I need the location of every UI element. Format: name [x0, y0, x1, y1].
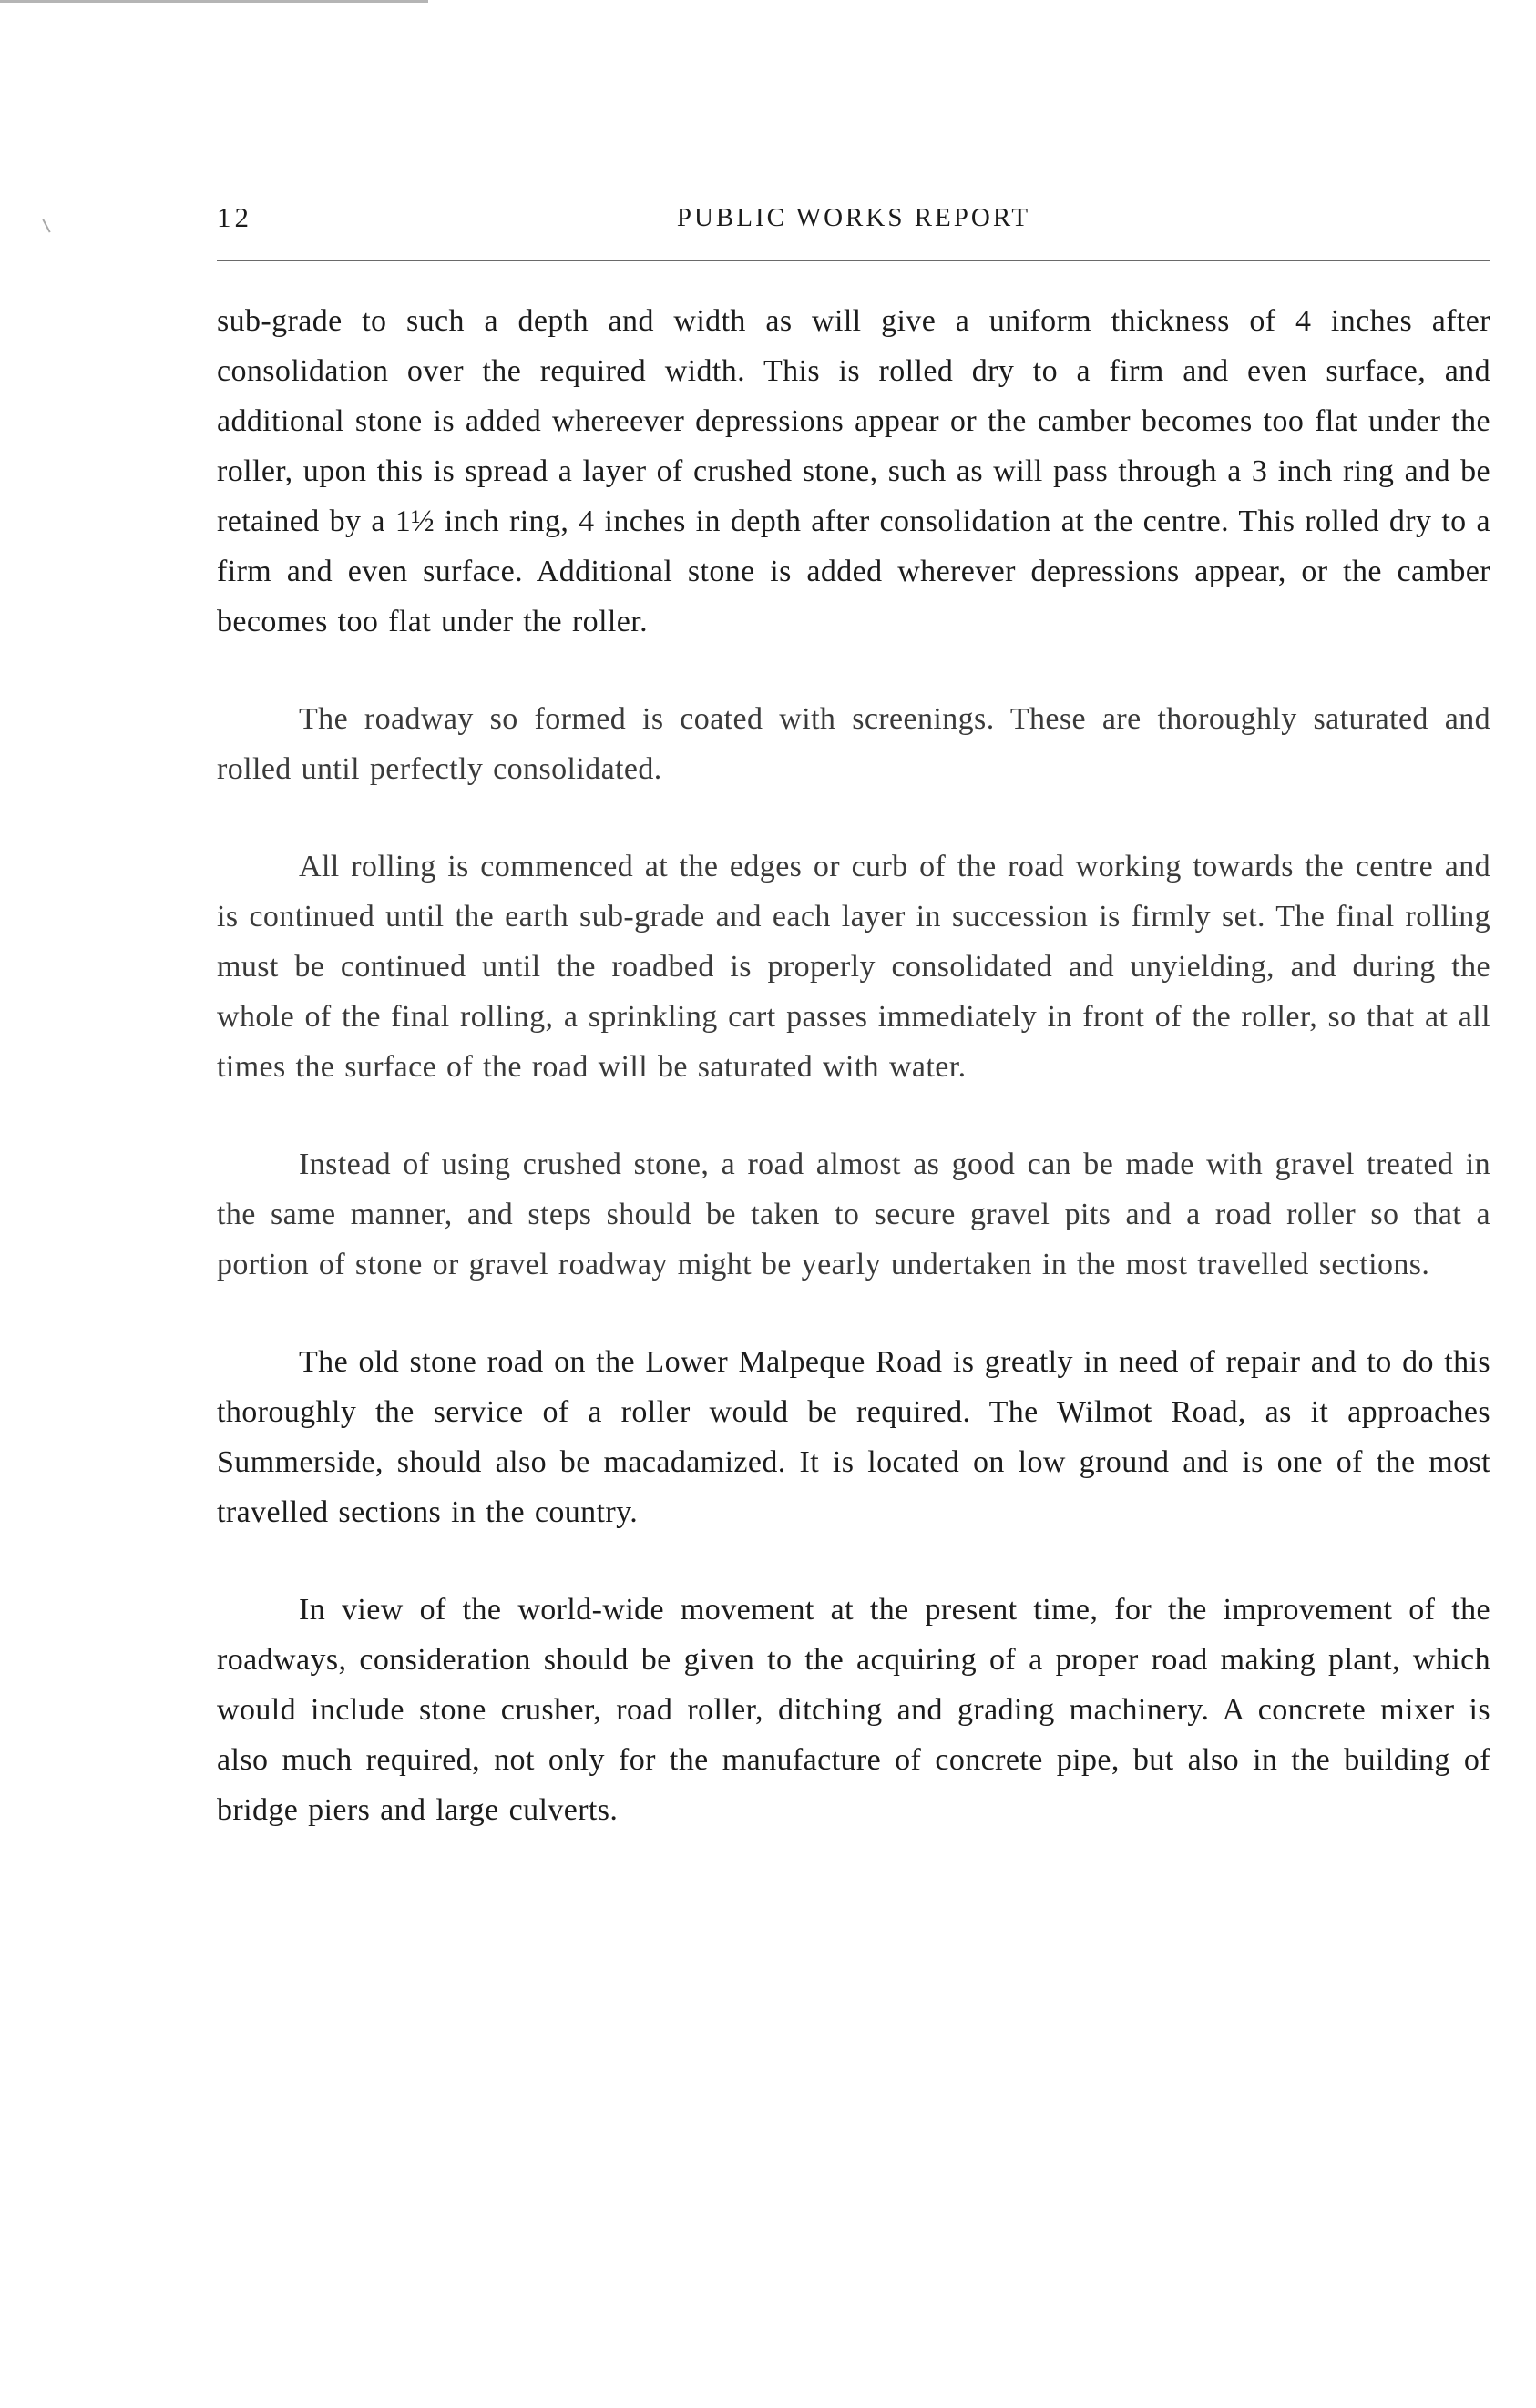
- paragraph-malpeque-road: The old stone road on the Lower Malpeque Road is greatly in need of repair and to do this thoroughly the service of a roller would be required. The Wilmot Road, as it approaches Summerside, should also be macadamized. It is located on low ground and is one of the most travelled sections in the country.: [217, 1345, 1490, 1529]
- page-header: [217, 195, 1490, 240]
- paragraph-rolling: All rolling is commenced at the edges or curb of the road working towards the centre and is continued until the earth sub-grade and each layer in succession is firmly set. The final rolling must be continued until the roadbed is properly consolidated and unyielding, and during the whole of the final rolling, a sprinkling cart passes immediately in front of the roller, so that at all times the surface of the road will be saturated with water.: [217, 850, 1490, 1084]
- paragraph-screenings: The roadway so formed is coated with screenings. These are thoroughly saturated and rolled until perfectly consolidated.: [217, 702, 1490, 786]
- body-text: [217, 296, 1490, 1835]
- scan-mark: [42, 219, 50, 232]
- page-number: 12: [217, 201, 252, 233]
- header-rule: [217, 260, 1490, 261]
- scan-top-edge: [0, 0, 428, 3]
- running-title: PUBLIC WORKS REPORT: [676, 203, 1031, 232]
- paragraph-road-plant: In view of the world-wide movement at the present time, for the improvement of the roadways, consideration should be given to the acquiring of a proper road making plant, which would include stone crusher, road roller, ditching and grading machinery. A concrete mixer is also much required, not only for the manufacture of concrete pipe, but also in the building of bridge piers and large culverts.: [217, 1593, 1490, 1827]
- paragraph-continued: sub-grade to such a depth and width as will give a uniform thickness of 4 inches after consolidation over the required width. This is rolled dry to a firm and even surface, and additional stone is added whereever depressions appear or the camber becomes too flat under the roller, upon this is spread a layer of crushed stone, such as will pass through a 3 inch ring and be retained by a 1½ inch ring, 4 inches in depth after consolidation at the centre. This rolled dry to a firm and even surface. Additional stone is added wherever depressions appear, or the camber becomes too flat under the roller.: [217, 304, 1490, 638]
- paragraph-gravel: Instead of using crushed stone, a road almost as good can be made with gravel treated in the same manner, and steps should be taken to secure gravel pits and a road roller so that a portion of stone or gravel roadway might be yearly undertaken in the most travelled sections.: [217, 1148, 1490, 1281]
